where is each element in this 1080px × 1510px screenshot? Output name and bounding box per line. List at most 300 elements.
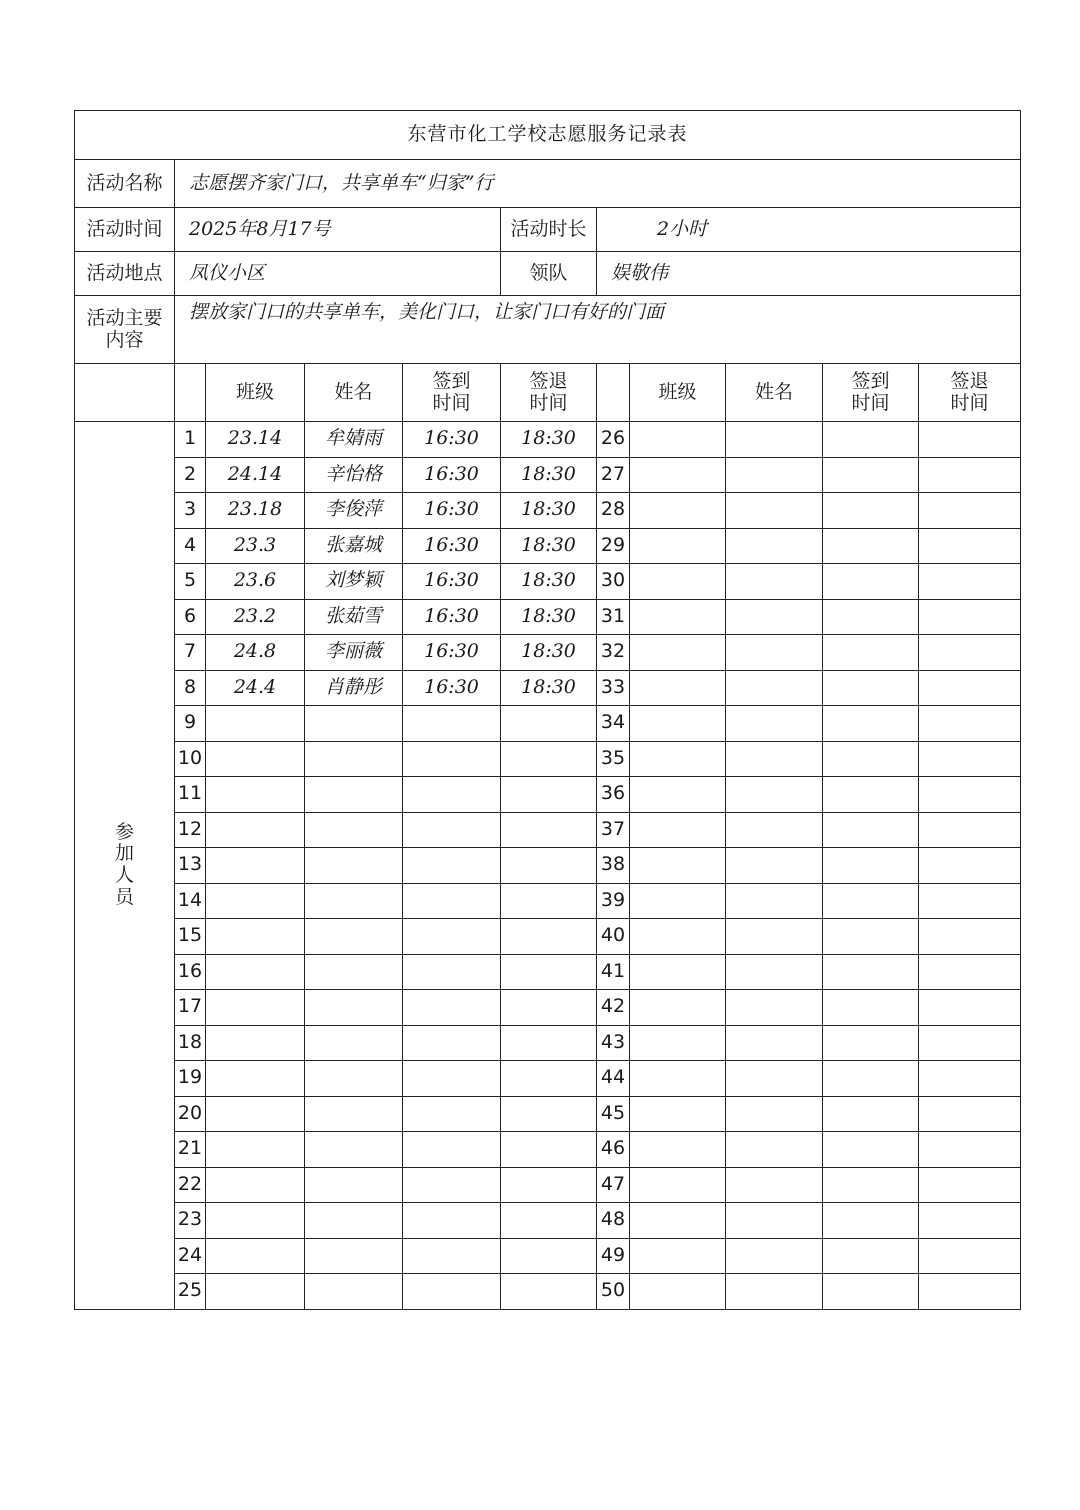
header-no-cell	[175, 364, 206, 422]
name-cell	[726, 528, 823, 564]
table-row	[75, 1203, 1021, 1239]
signin-cell	[823, 1132, 919, 1168]
name-cell	[305, 777, 403, 813]
signin-cell	[823, 706, 919, 742]
class-cell	[206, 990, 305, 1026]
name-cell	[305, 1238, 403, 1274]
class-cell	[206, 954, 305, 990]
name-cell	[305, 848, 403, 884]
form-title: 东营市化工学校志愿服务记录表	[75, 111, 1021, 160]
signin-cell: 16:30	[403, 457, 501, 493]
table-row	[75, 422, 1021, 458]
signout-cell	[919, 954, 1021, 990]
name-cell	[726, 422, 823, 458]
class-cell	[630, 777, 726, 813]
signout-cell	[919, 1025, 1021, 1061]
signout-cell	[501, 777, 597, 813]
row-number: 33	[597, 670, 630, 706]
name-cell	[305, 1274, 403, 1310]
name-cell	[305, 741, 403, 777]
row-number: 15	[175, 919, 206, 955]
row-number: 18	[175, 1025, 206, 1061]
row-number: 47	[597, 1167, 630, 1203]
name-cell	[726, 848, 823, 884]
table-row	[75, 741, 1021, 777]
signout-cell: 18:30	[501, 564, 597, 600]
row-number: 5	[175, 564, 206, 600]
class-cell	[630, 1061, 726, 1097]
signout-cell	[501, 919, 597, 955]
name-cell: 肖静彤	[305, 670, 403, 706]
name-cell	[726, 1274, 823, 1310]
signout-cell	[501, 1167, 597, 1203]
table-row	[75, 883, 1021, 919]
name-cell	[726, 670, 823, 706]
activity-duration-label: 活动时长	[501, 208, 597, 252]
class-cell	[630, 1274, 726, 1310]
signin-cell	[823, 635, 919, 671]
table-row	[75, 1132, 1021, 1168]
row-number: 43	[597, 1025, 630, 1061]
col-signout-line2: 时间	[950, 391, 989, 414]
signout-cell	[919, 990, 1021, 1026]
table-row	[75, 599, 1021, 635]
signout-cell	[919, 564, 1021, 600]
row-number: 34	[597, 706, 630, 742]
signin-cell: 16:30	[403, 422, 501, 458]
signout-cell: 18:30	[501, 528, 597, 564]
signin-cell	[823, 777, 919, 813]
name-cell: 张嘉城	[305, 528, 403, 564]
row-number: 7	[175, 635, 206, 671]
row-number: 41	[597, 954, 630, 990]
signin-cell	[823, 599, 919, 635]
row-number: 39	[597, 883, 630, 919]
name-cell	[726, 1096, 823, 1132]
row-number: 17	[175, 990, 206, 1026]
name-cell: 李丽薇	[305, 635, 403, 671]
row-number: 42	[597, 990, 630, 1026]
class-cell	[206, 919, 305, 955]
signin-cell	[823, 990, 919, 1026]
signin-cell	[403, 741, 501, 777]
name-cell: 牟婧雨	[305, 422, 403, 458]
signin-cell: 16:30	[403, 564, 501, 600]
table-row	[75, 1167, 1021, 1203]
col-signout-header-right	[919, 364, 1021, 422]
signin-cell	[823, 528, 919, 564]
row-number: 38	[597, 848, 630, 884]
class-cell	[630, 1238, 726, 1274]
name-cell	[305, 954, 403, 990]
signout-cell	[501, 1203, 597, 1239]
class-cell	[630, 919, 726, 955]
name-cell	[726, 635, 823, 671]
class-cell	[206, 1203, 305, 1239]
class-cell	[206, 777, 305, 813]
col-signin-header-left	[403, 364, 501, 422]
signout-cell	[501, 1132, 597, 1168]
class-cell: 24.4	[206, 670, 305, 706]
leader-label: 领队	[501, 252, 597, 296]
signout-cell	[919, 741, 1021, 777]
class-cell	[206, 741, 305, 777]
signin-cell	[823, 954, 919, 990]
signout-cell: 18:30	[501, 493, 597, 529]
signin-cell	[403, 848, 501, 884]
signin-cell	[823, 422, 919, 458]
table-row	[75, 919, 1021, 955]
class-cell	[630, 635, 726, 671]
name-cell	[305, 812, 403, 848]
signin-cell	[823, 1167, 919, 1203]
name-cell	[726, 1132, 823, 1168]
row-number: 6	[175, 599, 206, 635]
class-cell	[630, 1167, 726, 1203]
name-cell	[726, 1061, 823, 1097]
signout-cell	[501, 848, 597, 884]
name-cell	[305, 1096, 403, 1132]
row-number: 11	[175, 777, 206, 813]
row-number: 49	[597, 1238, 630, 1274]
col-name-header-right: 姓名	[726, 364, 823, 422]
volunteer-record-form	[74, 110, 1021, 1310]
participants-label-char: 员	[114, 886, 134, 909]
signin-cell	[823, 848, 919, 884]
name-cell	[305, 1203, 403, 1239]
class-cell	[630, 812, 726, 848]
row-number: 25	[175, 1274, 206, 1310]
signout-cell: 18:30	[501, 422, 597, 458]
name-cell	[726, 1025, 823, 1061]
class-cell	[630, 457, 726, 493]
class-cell	[206, 1167, 305, 1203]
name-cell	[726, 954, 823, 990]
name-cell: 李俊萍	[305, 493, 403, 529]
signin-cell	[403, 1061, 501, 1097]
signin-cell	[823, 1096, 919, 1132]
col-signout-header-left	[501, 364, 597, 422]
name-cell	[305, 990, 403, 1026]
class-cell	[630, 1025, 726, 1061]
name-cell	[726, 777, 823, 813]
activity-content-label-line1: 活动主要	[86, 306, 163, 329]
activity-name-value: 志愿摆齐家门口，共享单车“归家”行	[175, 160, 1021, 208]
signin-cell	[403, 706, 501, 742]
participants-label-char: 参	[114, 820, 134, 843]
col-signin-line2: 时间	[432, 391, 471, 414]
signout-cell	[919, 848, 1021, 884]
table-row	[75, 457, 1021, 493]
name-cell	[726, 919, 823, 955]
row-number: 29	[597, 528, 630, 564]
signout-cell	[501, 741, 597, 777]
class-cell	[206, 812, 305, 848]
table-row	[75, 706, 1021, 742]
class-cell	[206, 706, 305, 742]
class-cell	[630, 848, 726, 884]
activity-place-label: 活动地点	[75, 252, 175, 296]
signin-cell: 16:30	[403, 670, 501, 706]
signout-cell: 18:30	[501, 457, 597, 493]
row-number: 23	[175, 1203, 206, 1239]
row-number: 31	[597, 599, 630, 635]
class-cell	[630, 599, 726, 635]
signin-cell	[403, 1132, 501, 1168]
col-signout-line1: 签退	[529, 369, 568, 392]
activity-time-label: 活动时间	[75, 208, 175, 252]
signout-cell	[919, 1167, 1021, 1203]
table-row	[75, 493, 1021, 529]
signout-cell	[919, 422, 1021, 458]
table-row	[75, 1274, 1021, 1310]
name-cell	[726, 706, 823, 742]
name-cell: 辛怡格	[305, 457, 403, 493]
row-number: 12	[175, 812, 206, 848]
name-cell	[726, 493, 823, 529]
signin-cell	[403, 919, 501, 955]
row-number: 22	[175, 1167, 206, 1203]
signin-cell	[403, 1096, 501, 1132]
signin-cell	[403, 1025, 501, 1061]
signin-cell	[823, 1025, 919, 1061]
signout-cell	[919, 812, 1021, 848]
name-cell	[726, 1167, 823, 1203]
header-no-cell-right	[597, 364, 630, 422]
class-cell	[630, 670, 726, 706]
activity-duration-value: 2小时	[597, 208, 1021, 252]
row-number: 26	[597, 422, 630, 458]
signout-cell	[919, 919, 1021, 955]
class-cell: 23.6	[206, 564, 305, 600]
table-row	[75, 777, 1021, 813]
col-signin-line1: 签到	[851, 369, 890, 392]
signin-cell	[823, 741, 919, 777]
activity-place-value: 凤仪小区	[175, 252, 501, 296]
row-number: 20	[175, 1096, 206, 1132]
signout-cell: 18:30	[501, 635, 597, 671]
table-row	[75, 670, 1021, 706]
signout-cell	[919, 599, 1021, 635]
signout-cell	[501, 812, 597, 848]
table-row	[75, 812, 1021, 848]
signin-cell	[823, 1274, 919, 1310]
table-row	[75, 1238, 1021, 1274]
col-signout-line1: 签退	[950, 369, 989, 392]
signout-cell	[919, 670, 1021, 706]
participants-label	[75, 422, 175, 1310]
signin-cell	[823, 1238, 919, 1274]
row-number: 16	[175, 954, 206, 990]
row-number: 35	[597, 741, 630, 777]
signout-cell	[501, 706, 597, 742]
row-number: 21	[175, 1132, 206, 1168]
signout-cell: 18:30	[501, 599, 597, 635]
name-cell	[726, 599, 823, 635]
class-cell	[206, 1025, 305, 1061]
signout-cell	[919, 883, 1021, 919]
row-number: 37	[597, 812, 630, 848]
signin-cell: 16:30	[403, 493, 501, 529]
row-number: 3	[175, 493, 206, 529]
signin-cell	[823, 1203, 919, 1239]
class-cell	[206, 1061, 305, 1097]
col-class-header-right: 班级	[630, 364, 726, 422]
name-cell	[305, 919, 403, 955]
signout-cell	[919, 493, 1021, 529]
class-cell: 23.18	[206, 493, 305, 529]
name-cell	[305, 883, 403, 919]
class-cell	[206, 1238, 305, 1274]
name-cell	[726, 564, 823, 600]
signin-cell	[823, 493, 919, 529]
name-cell	[305, 1061, 403, 1097]
name-cell	[726, 883, 823, 919]
signin-cell	[823, 919, 919, 955]
class-cell: 23.14	[206, 422, 305, 458]
activity-content-label-line2: 内容	[105, 328, 144, 351]
class-cell	[630, 528, 726, 564]
row-number: 28	[597, 493, 630, 529]
signin-cell: 16:30	[403, 528, 501, 564]
class-cell: 23.2	[206, 599, 305, 635]
name-cell	[726, 990, 823, 1026]
table-row	[75, 1061, 1021, 1097]
signin-cell	[403, 1238, 501, 1274]
signout-cell	[501, 1061, 597, 1097]
class-cell	[206, 848, 305, 884]
col-signin-line2: 时间	[851, 391, 890, 414]
signout-cell	[501, 883, 597, 919]
table-row	[75, 635, 1021, 671]
row-number: 10	[175, 741, 206, 777]
signin-cell	[823, 883, 919, 919]
name-cell	[726, 1203, 823, 1239]
row-number: 40	[597, 919, 630, 955]
table-row	[75, 848, 1021, 884]
table-row	[75, 990, 1021, 1026]
signout-cell	[919, 635, 1021, 671]
signin-cell	[403, 954, 501, 990]
col-signout-line2: 时间	[529, 391, 568, 414]
class-cell	[630, 1203, 726, 1239]
col-class-header-left: 班级	[206, 364, 305, 422]
row-number: 24	[175, 1238, 206, 1274]
row-number: 1	[175, 422, 206, 458]
signout-cell	[919, 1061, 1021, 1097]
name-cell	[726, 741, 823, 777]
row-number: 45	[597, 1096, 630, 1132]
class-cell	[630, 422, 726, 458]
signout-cell	[919, 457, 1021, 493]
class-cell	[630, 990, 726, 1026]
row-number: 19	[175, 1061, 206, 1097]
table-row	[75, 1025, 1021, 1061]
row-number: 46	[597, 1132, 630, 1168]
class-cell	[206, 1132, 305, 1168]
table-row	[75, 1096, 1021, 1132]
table-row	[75, 528, 1021, 564]
class-cell	[630, 564, 726, 600]
row-number: 32	[597, 635, 630, 671]
signin-cell	[403, 883, 501, 919]
row-number: 44	[597, 1061, 630, 1097]
signin-cell	[403, 777, 501, 813]
row-number: 14	[175, 883, 206, 919]
signin-cell	[403, 1274, 501, 1310]
name-cell	[305, 706, 403, 742]
row-number: 36	[597, 777, 630, 813]
class-cell	[630, 706, 726, 742]
signin-cell: 16:30	[403, 635, 501, 671]
class-cell: 23.3	[206, 528, 305, 564]
class-cell	[630, 883, 726, 919]
signin-cell	[403, 1167, 501, 1203]
class-cell	[630, 954, 726, 990]
participants-label-char: 人	[114, 864, 134, 887]
row-number: 13	[175, 848, 206, 884]
table-row	[75, 564, 1021, 600]
name-cell	[726, 457, 823, 493]
signout-cell	[501, 1238, 597, 1274]
name-cell	[726, 1238, 823, 1274]
class-cell	[630, 493, 726, 529]
class-cell	[630, 741, 726, 777]
signout-cell	[919, 1096, 1021, 1132]
signin-cell	[403, 1203, 501, 1239]
class-cell	[630, 1132, 726, 1168]
class-cell	[206, 1096, 305, 1132]
class-cell	[206, 1274, 305, 1310]
signin-cell	[403, 990, 501, 1026]
row-number: 4	[175, 528, 206, 564]
signout-cell	[919, 1238, 1021, 1274]
name-cell	[305, 1132, 403, 1168]
class-cell: 24.8	[206, 635, 305, 671]
signout-cell	[919, 706, 1021, 742]
header-blank-cell	[75, 364, 175, 422]
row-number: 8	[175, 670, 206, 706]
row-number: 9	[175, 706, 206, 742]
name-cell: 张茹雪	[305, 599, 403, 635]
name-cell	[726, 812, 823, 848]
col-signin-header-right	[823, 364, 919, 422]
signin-cell	[823, 670, 919, 706]
name-cell	[305, 1167, 403, 1203]
signout-cell	[919, 1203, 1021, 1239]
class-cell	[630, 1096, 726, 1132]
signout-cell: 18:30	[501, 670, 597, 706]
signin-cell	[823, 564, 919, 600]
signout-cell	[501, 954, 597, 990]
signin-cell	[823, 457, 919, 493]
participants-label-char: 加	[114, 842, 134, 865]
col-signin-line1: 签到	[432, 369, 471, 392]
signin-cell	[823, 812, 919, 848]
row-number: 30	[597, 564, 630, 600]
col-name-header-left: 姓名	[305, 364, 403, 422]
name-cell: 刘梦颖	[305, 564, 403, 600]
signout-cell	[501, 1274, 597, 1310]
row-number: 27	[597, 457, 630, 493]
row-number: 2	[175, 457, 206, 493]
leader-value: 娱敬伟	[597, 252, 1021, 296]
row-number: 50	[597, 1274, 630, 1310]
class-cell: 24.14	[206, 457, 305, 493]
signout-cell	[501, 990, 597, 1026]
class-cell	[206, 883, 305, 919]
signout-cell	[501, 1025, 597, 1061]
